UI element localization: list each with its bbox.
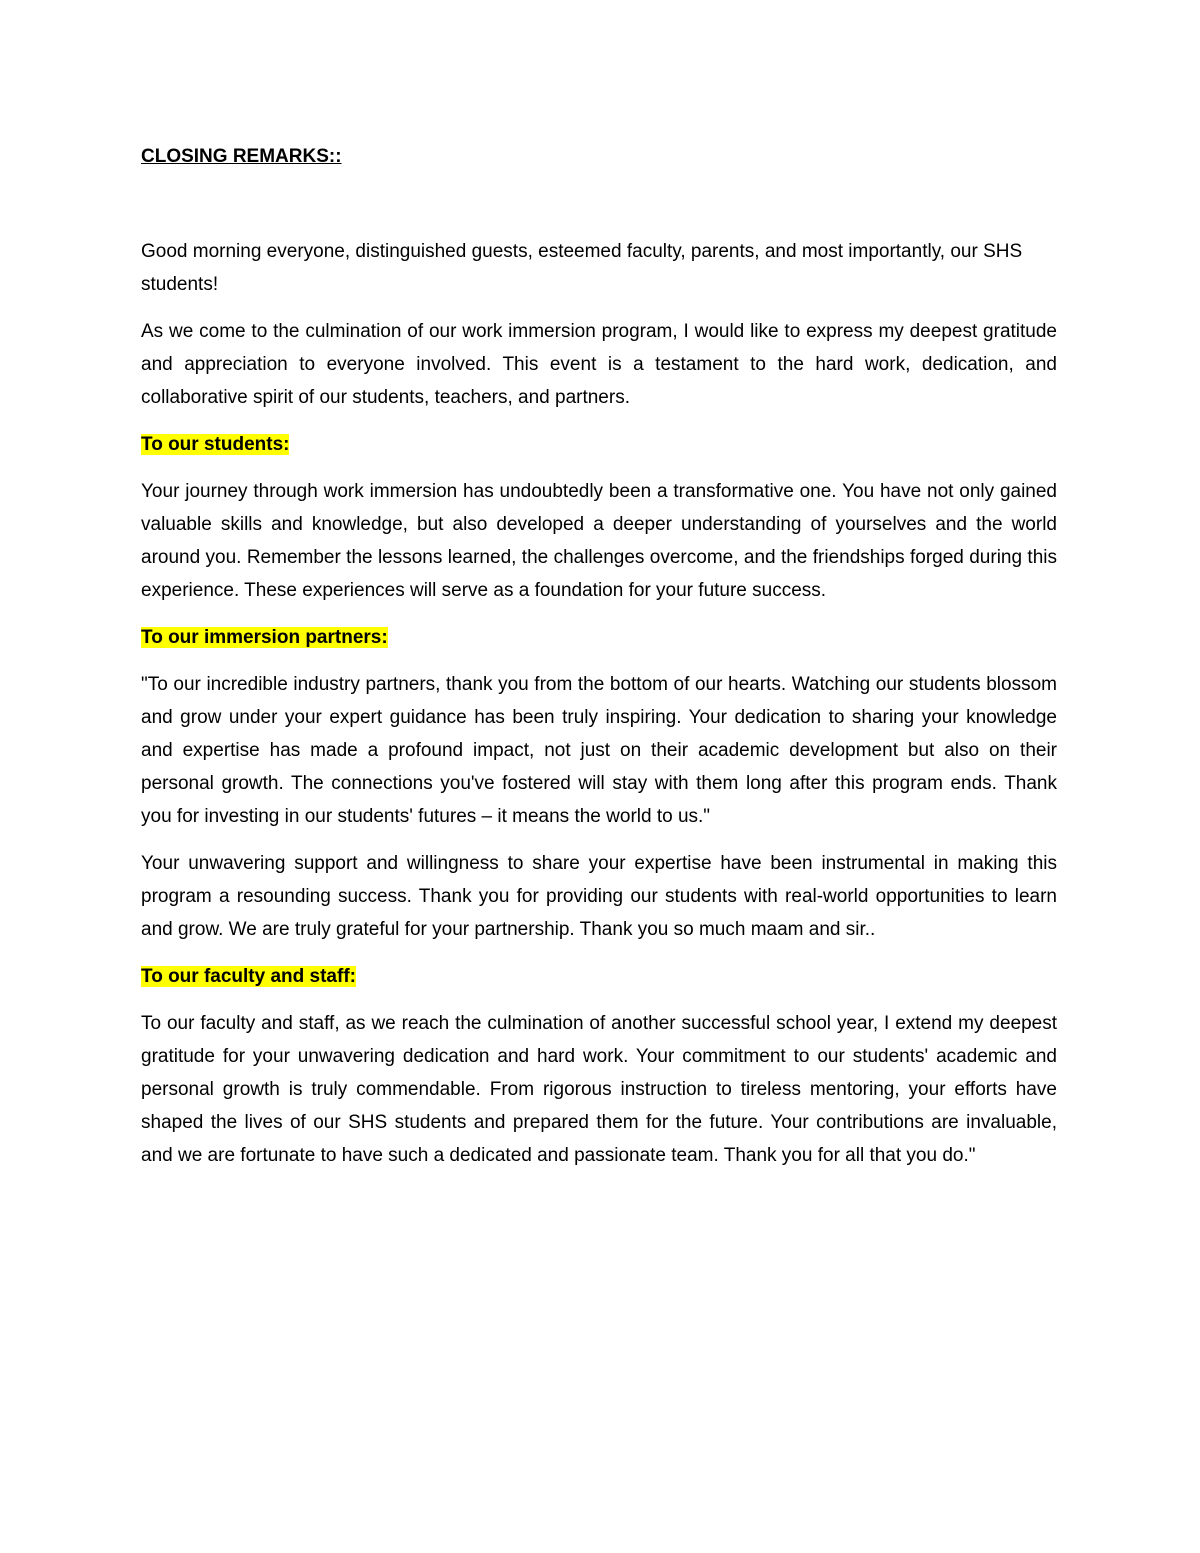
document-body <box>141 140 1057 1186</box>
greeting-paragraph: Good morning everyone, distinguished guests, esteemed faculty, parents, and most importantly, our SHS students! <box>141 241 1023 295</box>
document-title: CLOSING REMARKS:: <box>141 146 342 167</box>
highlighted-heading-text: To our immersion partners: <box>141 627 388 648</box>
highlighted-heading-text: To our students: <box>141 434 290 455</box>
faculty-paragraph: To our faculty and staff, as we reach the culmination of another successful school year, I extend my deepest gratitude for your unwavering dedication and hard work. Your commitment to our students' academic and personal growth is truly commendable. From rigorous instruction to tireless mentoring, your efforts have shaped the lives of our SHS students and prepared them for the future. Your contributions are invaluable, and we are fortunate to have such a dedicated and passionate team. Thank you for all that you do." <box>141 1013 1057 1166</box>
section-heading-students <box>141 428 1057 461</box>
section-heading-partners <box>141 621 1057 654</box>
section-heading-faculty <box>141 960 1057 993</box>
partners-paragraph-support: Your unwavering support and willingness to share your expertise have been instrumental in making this program a resounding success. Thank you for providing our students with real-world opportunities to learn and grow. We are truly grateful for your partnership. Thank you so much maam and sir.. <box>141 853 1057 940</box>
partners-paragraph-quote: "To our incredible industry partners, thank you from the bottom of our hearts. Watching our students blossom and grow under your expert guidance has been truly inspiring. Your dedication to sharing your knowledge and expertise has made a profound impact, not just on their academic development but also on their personal growth. The connections you've fostered will stay with them long after this program ends. Thank you for investing in our students' futures – it means the world to us." <box>141 674 1057 827</box>
highlighted-heading-text: To our faculty and staff: <box>141 966 356 987</box>
intro-paragraph: As we come to the culmination of our work immersion program, I would like to express my deepest gratitude and appreciation to everyone involved. This event is a testament to the hard work, dedication, and collaborative spirit of our students, teachers, and partners. <box>141 321 1057 408</box>
students-paragraph: Your journey through work immersion has undoubtedly been a transformative one. You have not only gained valuable skills and knowledge, but also developed a deeper understanding of yourselves and the world around you. Remember the lessons learned, the challenges overcome, and the friendships forged during this experience. These experiences will serve as a foundation for your future success. <box>141 481 1057 601</box>
